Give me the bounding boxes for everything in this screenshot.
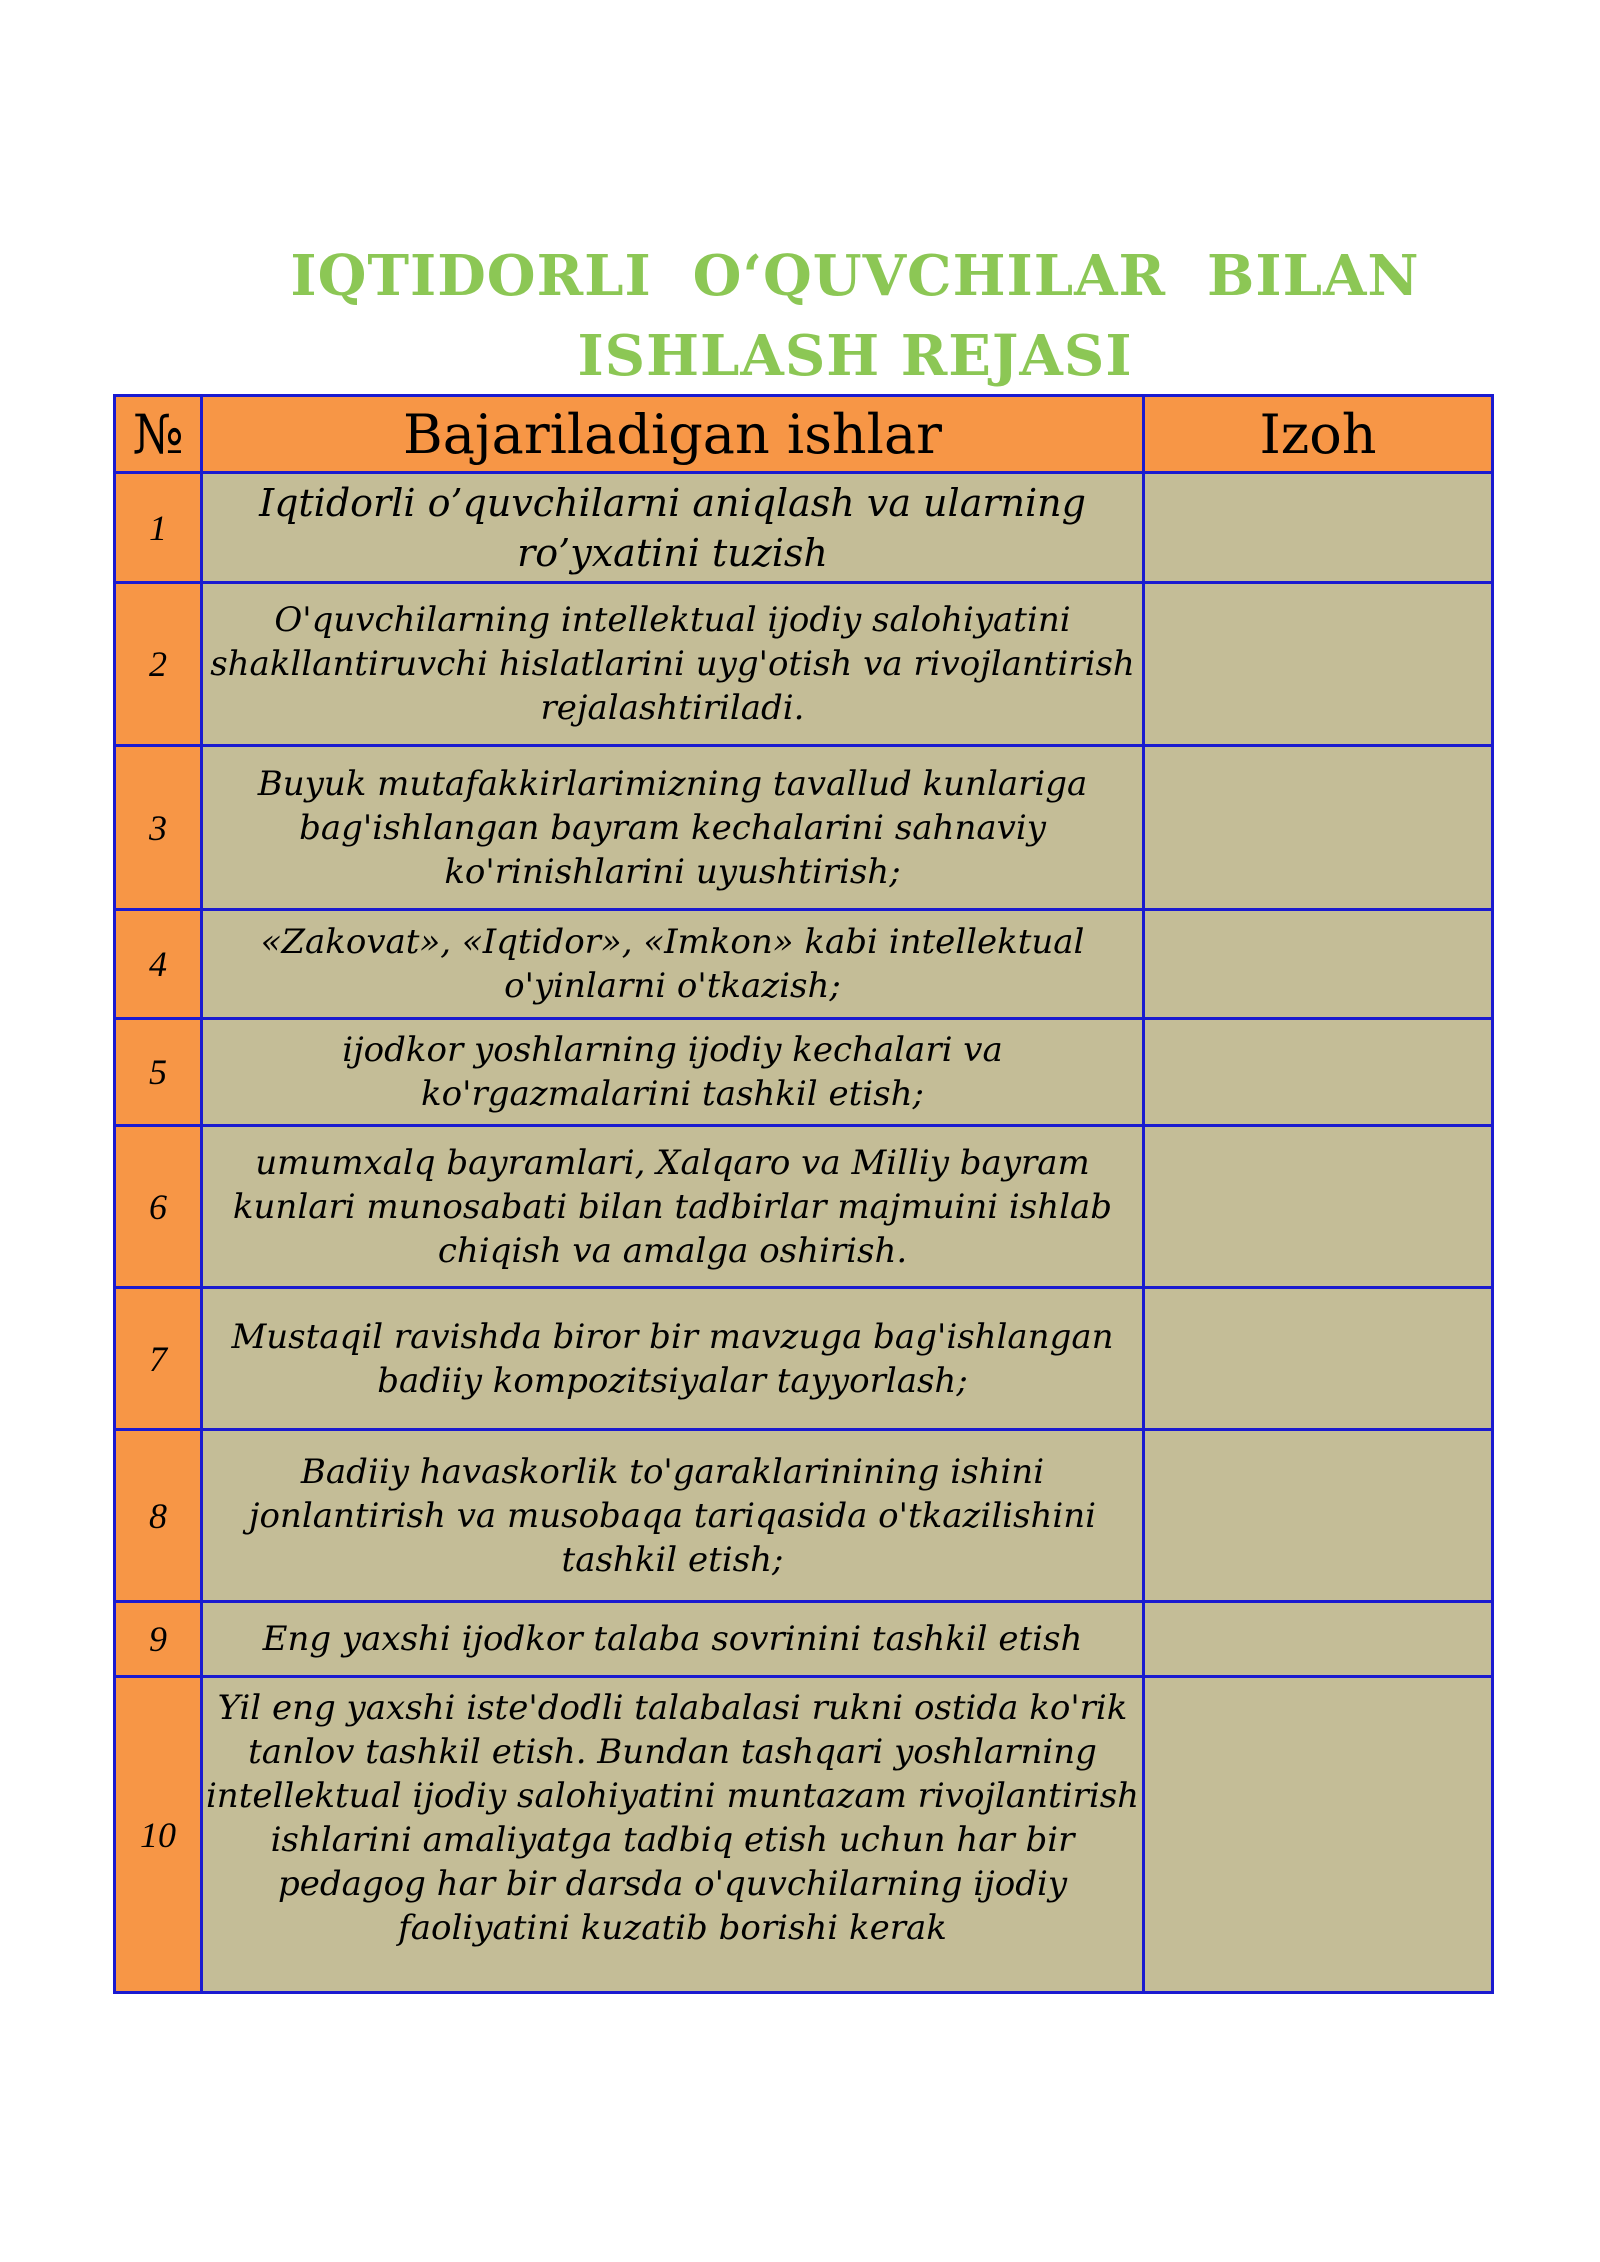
table-row	[115, 1602, 1493, 1677]
row-number: 3	[115, 746, 202, 910]
row-note	[1144, 746, 1493, 910]
row-number: 2	[115, 583, 202, 746]
title-line-1: IQTIDORLI O‘QUVCHILAR BILAN	[290, 243, 1420, 309]
table-row	[115, 1019, 1493, 1126]
row-note	[1144, 1126, 1493, 1288]
table-row	[115, 1126, 1493, 1288]
table-row	[115, 473, 1493, 583]
row-note	[1144, 583, 1493, 746]
row-work: umumxalq bayramlari, Xalqaro va Milliy bayram kunlari munosabati bilan tadbirlar majmuini ishlab chiqish va amalga oshirish.	[202, 1126, 1144, 1288]
row-note	[1144, 1430, 1493, 1602]
page-title	[0, 236, 1600, 396]
row-number: 9	[115, 1602, 202, 1677]
row-note	[1144, 910, 1493, 1019]
table-row	[115, 1430, 1493, 1602]
header-note: Izoh	[1144, 396, 1493, 473]
row-number: 5	[115, 1019, 202, 1126]
row-number: 7	[115, 1288, 202, 1430]
row-work: Iqtidorli o’quvchilarni aniqlash va ularning ro’yxatini tuzish	[202, 473, 1144, 583]
row-work: Badiiy havaskorlik to'garaklarinining ishini jonlantirish va musobaqa tariqasida o'tkazilishini tashkil etish;	[202, 1430, 1144, 1602]
row-number: 1	[115, 473, 202, 583]
table-row	[115, 910, 1493, 1019]
row-number: 4	[115, 910, 202, 1019]
row-number: 10	[115, 1677, 202, 1993]
header-number: №	[115, 396, 202, 473]
row-note	[1144, 1602, 1493, 1677]
title-line-2: ISHLASH REJASI	[577, 323, 1133, 389]
plan-table	[113, 394, 1494, 1994]
header-work: Bajariladigan ishlar	[202, 396, 1144, 473]
table-row	[115, 1677, 1493, 1993]
row-note	[1144, 1288, 1493, 1430]
row-note	[1144, 1019, 1493, 1126]
row-work: Yil eng yaxshi iste'dodli talabalasi rukni ostida ko'rik tanlov tashkil etish. Bundan tashqari yoshlarning intellektual ijodiy salohiyatini muntazam rivojlantirish ishlarini amaliyatga tadbiq etish uchun har bir pedagog har bir darsda o'quvchilarning ijodiy faoliyatini kuzatib borishi kerak	[202, 1677, 1144, 1993]
row-number: 6	[115, 1126, 202, 1288]
row-work: Buyuk mutafakkirlarimizning tavallud kunlariga bag'ishlangan bayram kechalarini sahnaviy ko'rinishlarini uyushtirish;	[202, 746, 1144, 910]
row-work: «Zakovat», «Iqtidor», «Imkon» kabi intellektual o'yinlarni o'tkazish;	[202, 910, 1144, 1019]
table-row	[115, 1288, 1493, 1430]
row-number: 8	[115, 1430, 202, 1602]
row-work: Mustaqil ravishda biror bir mavzuga bag'ishlangan badiiy kompozitsiyalar tayyorlash;	[202, 1288, 1144, 1430]
row-work: O'quvchilarning intellektual ijodiy salohiyatini shakllantiruvchi hislatlarini uyg'otish va rivojlantirish rejalashtiriladi.	[202, 583, 1144, 746]
row-work: ijodkor yoshlarning ijodiy kechalari va ko'rgazmalarini tashkil etish;	[202, 1019, 1144, 1126]
row-note	[1144, 1677, 1493, 1993]
table-row	[115, 583, 1493, 746]
table-row	[115, 746, 1493, 910]
row-work: Eng yaxshi ijodkor talaba sovrinini tashkil etish	[202, 1602, 1144, 1677]
row-note	[1144, 473, 1493, 583]
table-header-row	[115, 396, 1493, 473]
